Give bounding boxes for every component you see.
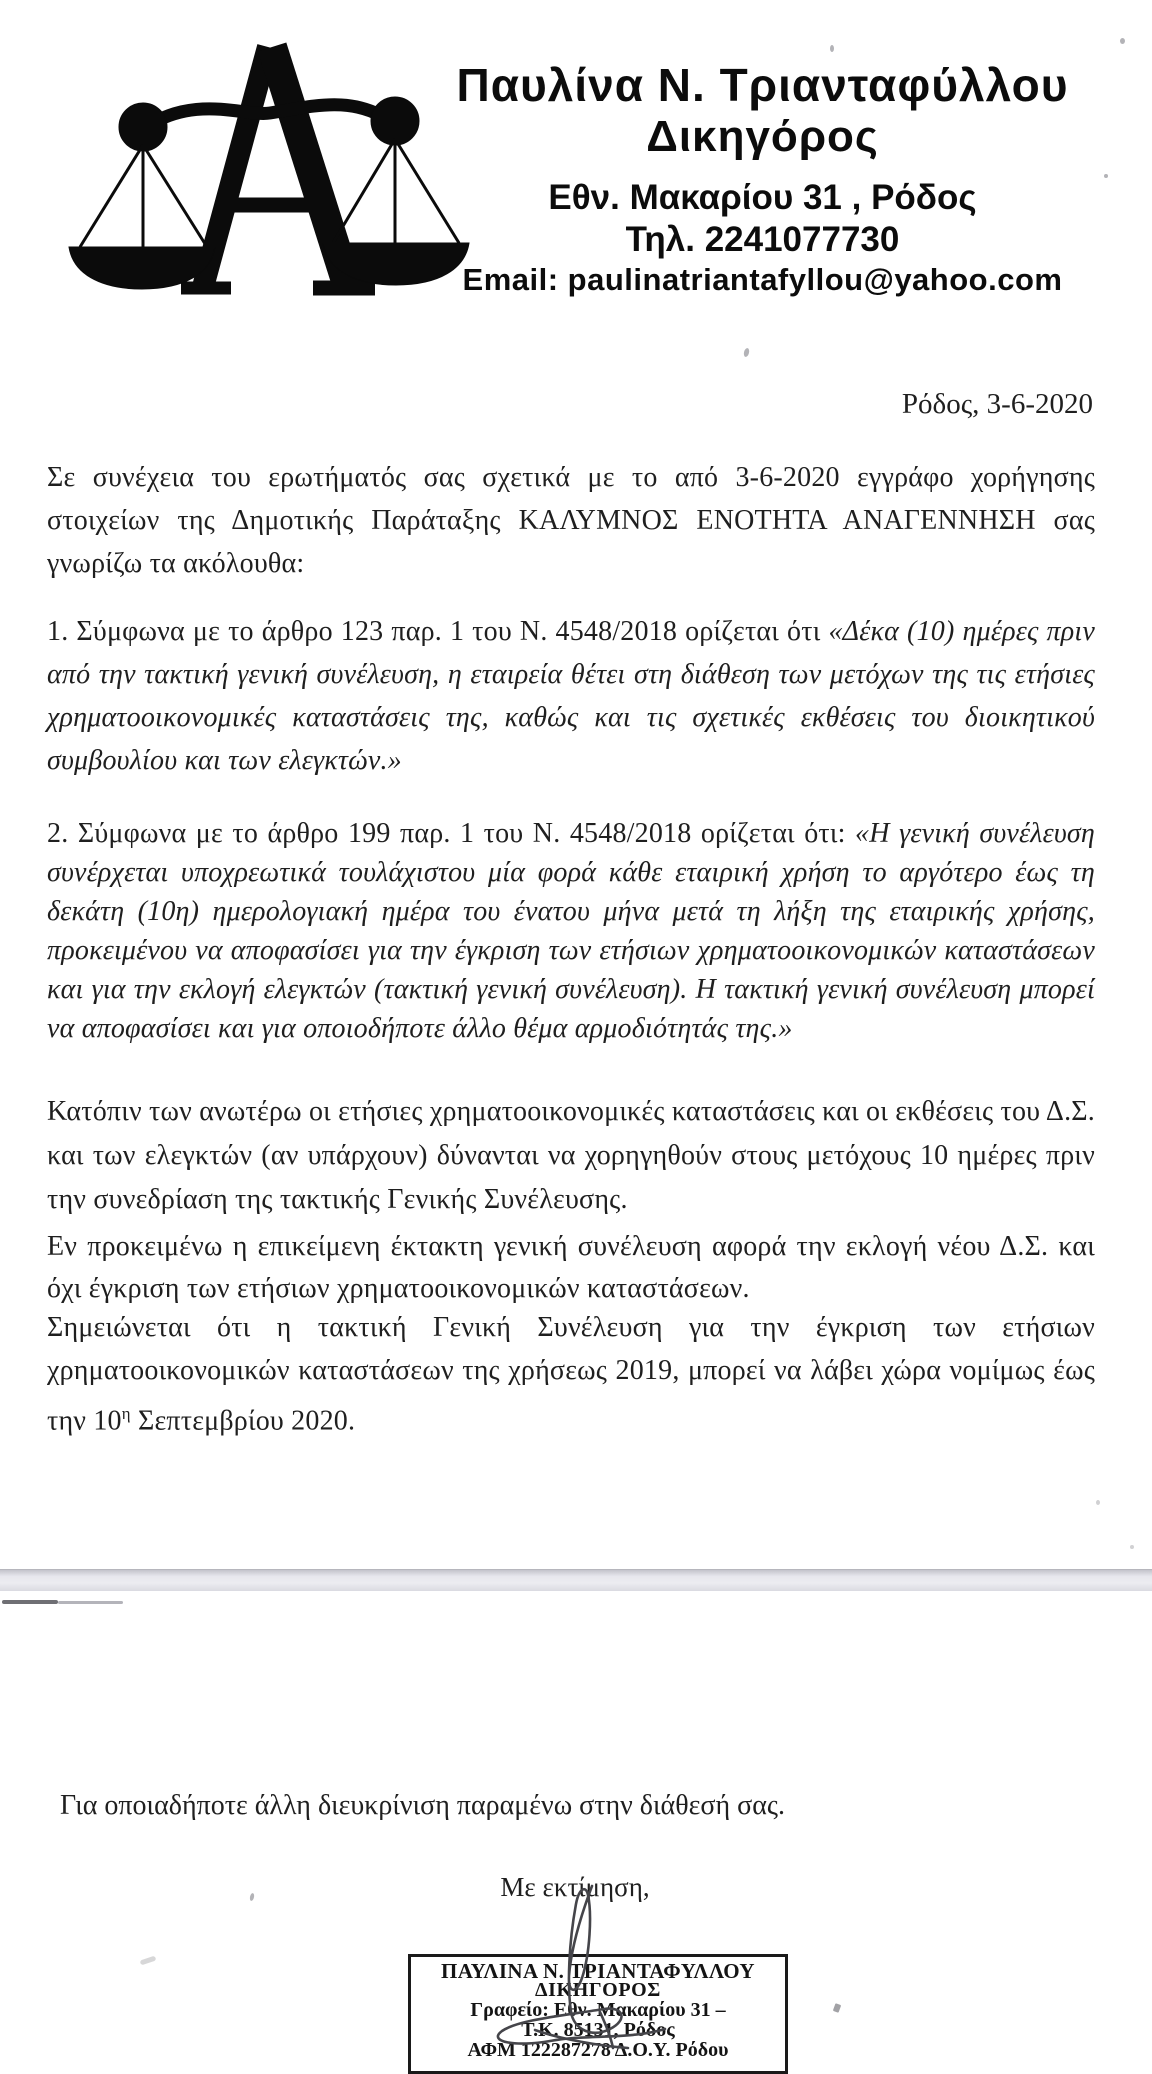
signature-stroke	[440, 1880, 740, 2048]
lawyer-title: Δικηγόρος	[646, 112, 879, 161]
office-address: Εθν. Μακαρίου 31 , Ρόδος	[548, 178, 977, 217]
en-prokimeno-paragraph: Εν προκειμένω η επικείμενη έκτακτη γενική συνέλευση αφορά την εκλογή νέου Δ.Σ. και όχι έγκριση των ετήσιων χρηματοοικονομικών καταστάσεων.	[47, 1231, 1095, 1304]
point-1-quote: «Δέκα (10) ημέρες πριν από την τακτική γενική συνέλευση, η εταιρεία θέτει στη διάθεση των μετόχων της τις ετήσιες χρηματοοικονομικές καταστάσεις της, καθώς και τις σχετικές εκθέσεις του διοικητικού συμβουλίου και των ελεγκτών.»	[47, 616, 1095, 776]
phone-number: Τηλ. 2241077730	[625, 220, 900, 259]
point-2-intro: 2. Σύμφωνα με το άρθρο 199 παρ. 1 του Ν. 4548/2018 ορίζεται ότι:	[47, 818, 856, 849]
scan-artifact	[249, 1893, 255, 1902]
simeionetai-text-b: Σεπτεμβρίου 2020.	[130, 1405, 356, 1437]
simeionetai-paragraph	[47, 1306, 1095, 1442]
separator-dash-dark	[2, 1600, 58, 1604]
scales-of-justice-icon	[55, 35, 425, 300]
valediction: Με εκτίμηση,	[500, 1872, 650, 1902]
scan-artifact	[1104, 174, 1108, 178]
stamp-afm: ΑΦΜ 122287278 Δ.Ο.Υ. Ρόδου	[467, 2039, 729, 2061]
lawyer-name: Παυλίνα Ν. Τριανταφύλλου	[456, 59, 1069, 111]
closing-line: Για οποιαδήποτε άλλη διευκρίνιση παραμένω στην διάθεσή σας.	[60, 1790, 785, 1821]
scan-artifact	[743, 348, 750, 358]
page-separator-band	[0, 1569, 1152, 1591]
stamp-postal: Τ.Κ. 85131, Ρόδος	[521, 2019, 675, 2041]
separator-dash-light	[58, 1601, 123, 1604]
stamp-office: Γραφείο: Εθν. Μακαρίου 31 –	[470, 1999, 726, 2021]
simeionetai-text-a: Σημειώνεται ότι η τακτική Γενική Συνέλευση για την έγκριση των ετήσιων χρηματοοικονομικών καταστάσεων της χρήσεως 2019, μπορεί να λάβει χώρα νομίμως έως την 10	[47, 1312, 1095, 1437]
scan-artifact	[833, 2003, 841, 2013]
point-1-paragraph	[47, 610, 1095, 782]
stamp-title: ΔΙΚΗΓΟΡΟΣ	[535, 1979, 661, 2001]
scan-artifact	[1096, 1500, 1100, 1505]
stamp-name: ΠΑΥΛΙΝΑ Ν. ΤΡΙΑΝΤΑΦΥΛΛΟΥ	[441, 1959, 755, 1983]
letter-date: Ρόδος, 3-6-2020	[901, 388, 1093, 420]
scales-left-knob	[119, 103, 167, 151]
point-2-paragraph	[47, 814, 1095, 1048]
intro-paragraph: Σε συνέχεια του ερωτήματός σας σχετικά με το από 3-6-2020 εγγράφο χορήγησης στοιχείων της Δημοτικής Παράταξης ΚΑΛΥΜΝΟΣ ΕΝΟΤΗΤΑ ΑΝΑΓΕΝΝΗΣΗ σας γνωρίζω τα ακόλουθα:	[47, 462, 1095, 579]
scales-left-strings	[80, 145, 207, 247]
point-1-intro: 1. Σύμφωνα με το άρθρο 123 παρ. 1 του Ν. 4548/2018 ορίζεται ότι	[47, 616, 829, 647]
point-2-quote: «Η γενική συνέλευση συνέρχεται υποχρεωτικά τουλάχιστου μία φορά κάθε εταιρική χρήση το αργότερο έως τη δεκάτη (10η) ημερολογιακή ημέρα του ένατου μήνα μετά τη λήξη της εταιρικής χρήσης, προκειμένου να αποφασίσει για την έγκριση των ετήσιων χρηματοοικονομικών καταστάσεων και για την εκλογή ελεγκτών (τακτική γενική συνέλευση). Η τακτική γενική συνέλευση μπορεί να αποφασίσει και για οποιοδήποτε άλλο θέμα αρμοδιότητάς της.»	[47, 818, 1095, 1044]
scales-beam	[143, 105, 395, 129]
scan-artifact	[140, 1956, 157, 1966]
scan-artifact	[1120, 38, 1125, 44]
ordinal-superscript: η	[121, 1404, 131, 1423]
email-address: Email: paulinatriantafyllou@yahoo.com	[462, 262, 1063, 297]
scan-artifact	[830, 45, 834, 52]
scan-artifact	[1130, 1545, 1134, 1549]
katopin-paragraph: Κατόπιν των ανωτέρω οι ετήσιες χρηματοοικονομικές καταστάσεις και οι εκθέσεις του Δ.Σ. και των ελεγκτών (αν υπάρχουν) δύνανται να χορηγηθούν στους μετόχους 10 ημέρες πριν την συνεδρίαση της τακτικής Γενικής Συνέλευσης.	[47, 1096, 1095, 1215]
